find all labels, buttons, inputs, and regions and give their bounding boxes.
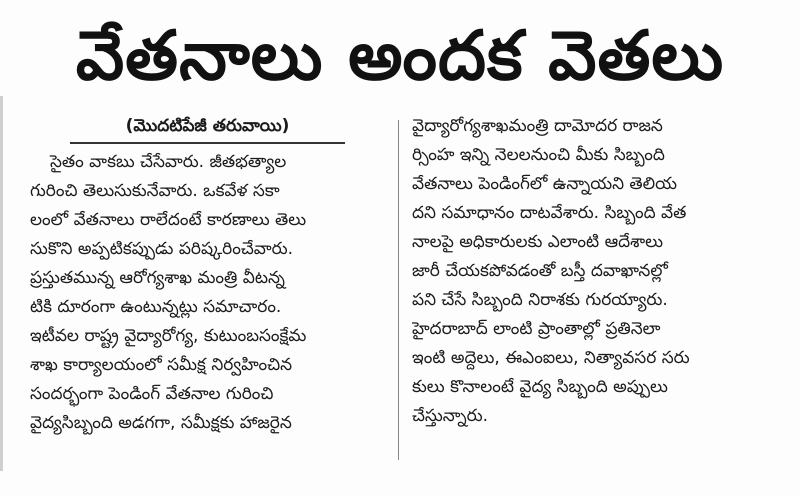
text-line: వైద్యసిబ్బంది అడగగా, సమీక్షకు హాజరైన [30, 413, 292, 433]
left-column [30, 112, 385, 438]
text-line: ఇంటి అద్దెలు, ఈఎంఐలు, నిత్యావసర సరు [412, 348, 690, 368]
headline: వేతనాలు అందక వెతలు [75, 17, 725, 96]
text-line: ఇటీవల రాష్ట్ర వైద్యారోగ్య, కుటుంబసంక్షేమ [30, 326, 307, 346]
text-line: వైద్యారోగ్యశాఖమంత్రి దామోదర రాజన [412, 116, 663, 136]
text-line: సైతం వాకబు చేసేవారు. జీతభత్యాల [50, 152, 287, 172]
text-line: జారీ చేయకపోవడంతో బస్తీ దవాఖానల్లో [412, 261, 668, 281]
text-line: శాఖ కార్యాలయంలో సమీక్ష నిర్వహించిన [30, 355, 293, 375]
text-line: కులు కొనాలంటే వైద్య సిబ్బంది అప్పులు [412, 377, 668, 397]
text-line: ర్సింహ ఇన్ని నెలలనుంచి మీకు సిబ్బంది [412, 145, 665, 165]
text-line: సందర్భంగా పెండింగ్ వేతనాల గురించి [30, 384, 274, 404]
text-line: పని చేసే సిబ్బంది నిరాశకు గురయ్యారు. [412, 290, 668, 310]
page-edge-shadow [0, 96, 3, 471]
text-line: టికి దూరంగా ఉంటున్నట్లు సమాచారం. [30, 297, 282, 317]
text-line: హైదరాబాద్ లాంటి ప్రాంతాల్లో ప్రతినెలా [412, 319, 661, 339]
text-line: చేస్తున్నారు. [412, 406, 488, 426]
right-column [412, 112, 767, 431]
text-line: లంలో వేతనాలు రాలేదంటే కారణాలు తెలు [30, 210, 307, 230]
text-line: సుకొని అప్పటికప్పుడు పరిష్కరించేవారు. [30, 239, 293, 259]
text-line: నాలపై అధికారులకు ఎలాంటి ఆదేశాలు [412, 232, 664, 252]
text-line: గురించి తెలుసుకునేవారు. ఒకవేళ సకా [30, 181, 280, 201]
text-line: దని సమాధానం దాటవేశారు. సిబ్బంది వేత [412, 203, 687, 223]
text-line: వేతనాలు పెండింగ్‌లో ఉన్నాయని తెలియ [412, 174, 677, 194]
column-divider [398, 120, 399, 460]
text-line: ప్రస్తుతమున్న ఆరోగ్యశాఖ మంత్రి వీటన్న [30, 268, 285, 288]
continued-label: (మొదటిపేజీ తరువాయి) [70, 112, 345, 144]
